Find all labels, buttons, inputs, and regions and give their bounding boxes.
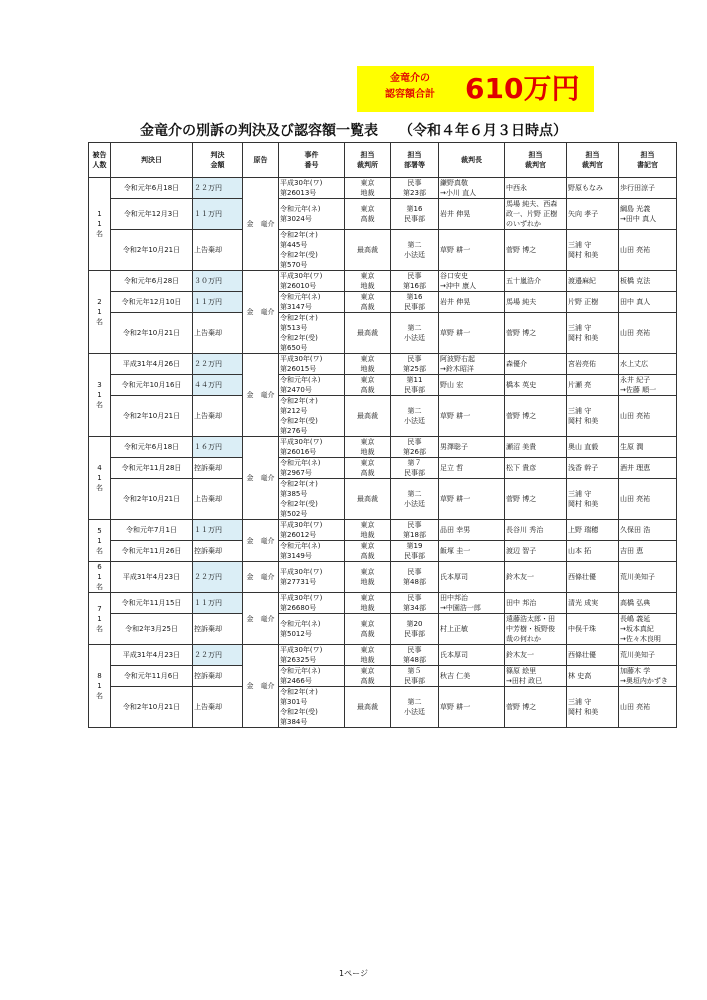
presiding-judge-cell: 田中邦治 →中園浩一郎 — [439, 593, 505, 614]
division-cell: 民事 第25部 — [391, 354, 439, 375]
judge-cell: 西條壮優 — [567, 645, 619, 666]
clerk-cell: 永井 紀子 →佐藤 順一 — [619, 375, 677, 396]
court-cell: 東京 高裁 — [345, 541, 391, 562]
column-header: 担当 書記官 — [619, 143, 677, 178]
judgment-date-cell: 令和2年10月21日 — [111, 313, 193, 354]
judgment-amount-cell: ２２万円 — [193, 645, 243, 666]
court-cell: 東京 高裁 — [345, 375, 391, 396]
judge-cell: 渡邉麻紀 — [567, 271, 619, 292]
case-number-cell: 平成30年(ワ) 第26016号 — [279, 437, 345, 458]
case-number-cell: 平成30年(ワ) 第26325号 — [279, 645, 345, 666]
table-row — [89, 541, 677, 562]
division-cell: 第二 小法廷 — [391, 687, 439, 728]
judge-cell: 馬場 純夫、西森 政一、片野 正樹 のいずれか — [505, 199, 567, 230]
case-number-cell: 令和元年(ネ) 第5012号 — [279, 614, 345, 645]
judgment-date-cell: 平成31年4月23日 — [111, 562, 193, 593]
clerk-cell: 山田 亮祐 — [619, 396, 677, 437]
presiding-judge-cell: 氏本厚司 — [439, 645, 505, 666]
defendant-count-cell: 2 1 名 — [89, 271, 111, 354]
judgment-date-cell: 令和元年11月28日 — [111, 458, 193, 479]
table-row — [89, 593, 677, 614]
case-number-cell: 令和元年(ネ) 第2466号 — [279, 666, 345, 687]
defendant-count-cell: 6 1 名 — [89, 562, 111, 593]
judgment-amount-cell: ３０万円 — [193, 271, 243, 292]
case-number-cell: 令和元年(ネ) 第3149号 — [279, 541, 345, 562]
division-cell: 第20 民事部 — [391, 614, 439, 645]
judgment-amount-cell: 控訴棄却 — [193, 614, 243, 645]
judgment-amount-cell: 控訴棄却 — [193, 666, 243, 687]
case-number-cell: 平成30年(ワ) 第26012号 — [279, 520, 345, 541]
clerk-cell: 水上丈広 — [619, 354, 677, 375]
page-title: 金竜介の別訴の判決及び認容額一覧表 （令和４年６月３日時点） — [140, 123, 567, 139]
division-cell: 民事 第26部 — [391, 437, 439, 458]
judge-cell: 菅野 博之 — [505, 230, 567, 271]
judgment-date-cell: 平成31年4月23日 — [111, 645, 193, 666]
clerk-cell: 板橋 克法 — [619, 271, 677, 292]
court-cell: 東京 地裁 — [345, 520, 391, 541]
table-row — [89, 230, 677, 271]
column-header: 担当 裁判官 — [505, 143, 567, 178]
plaintiff-cell: 金 竜介 — [243, 354, 279, 437]
judge-cell: 野原もなみ — [567, 178, 619, 199]
clerk-cell: 荒川美知子 — [619, 645, 677, 666]
judgment-date-cell: 令和元年12月10日 — [111, 292, 193, 313]
judgment-date-cell: 令和2年10月21日 — [111, 479, 193, 520]
presiding-judge-cell: 鎌野真敬 →小川 直人 — [439, 178, 505, 199]
court-cell: 東京 地裁 — [345, 562, 391, 593]
summary-amount: 610万円 — [465, 72, 580, 105]
page-number: 1ページ — [339, 969, 368, 978]
judgment-date-cell: 令和元年6月18日 — [111, 178, 193, 199]
case-number-cell: 令和元年(ネ) 第2967号 — [279, 458, 345, 479]
clerk-cell: 荒川美知子 — [619, 562, 677, 593]
table-row — [89, 313, 677, 354]
presiding-judge-cell: 草野 耕一 — [439, 230, 505, 271]
summary-label: 金竜介の 認容額合計 — [385, 73, 435, 100]
judge-cell: 三浦 守 岡村 和美 — [567, 313, 619, 354]
table-row — [89, 375, 677, 396]
judge-cell: 渡辺 智子 — [505, 541, 567, 562]
court-cell: 最高裁 — [345, 230, 391, 271]
column-header: 裁判長 — [439, 143, 505, 178]
judge-cell: 西條壮優 — [567, 562, 619, 593]
judge-cell: 鈴木友一 — [505, 562, 567, 593]
judgment-date-cell: 平成31年4月26日 — [111, 354, 193, 375]
judgment-date-cell: 令和元年12月3日 — [111, 199, 193, 230]
case-number-cell: 令和元年(ネ) 第3024号 — [279, 199, 345, 230]
court-cell: 東京 地裁 — [345, 437, 391, 458]
clerk-cell: 長嶋 義延 →坂本真紀 →佐々木良明 — [619, 614, 677, 645]
presiding-judge-cell: 阿波野右起 →鈴木昭洋 — [439, 354, 505, 375]
judgment-date-cell: 令和2年10月21日 — [111, 687, 193, 728]
court-cell: 最高裁 — [345, 396, 391, 437]
presiding-judge-cell: 品田 幸男 — [439, 520, 505, 541]
division-cell: 第16 民事部 — [391, 199, 439, 230]
judge-cell: 浅香 幹子 — [567, 458, 619, 479]
case-number-cell: 令和2年(オ) 第301号 令和2年(受) 第384号 — [279, 687, 345, 728]
judge-cell: 篠原 絵里 →田村 政巳 — [505, 666, 567, 687]
judgment-amount-cell: １１万円 — [193, 199, 243, 230]
column-header: 担当 裁判官 — [567, 143, 619, 178]
judge-cell: 菅野 博之 — [505, 313, 567, 354]
presiding-judge-cell: 足立 哲 — [439, 458, 505, 479]
table-row — [89, 687, 677, 728]
column-header: 担当 部署等 — [391, 143, 439, 178]
judge-cell: 宮岩亮佑 — [567, 354, 619, 375]
judge-cell: 五十嵐浩介 — [505, 271, 567, 292]
presiding-judge-cell: 秋吉 仁美 — [439, 666, 505, 687]
table-row — [89, 178, 677, 199]
judge-cell: 林 史高 — [567, 666, 619, 687]
judge-cell: 瀬沼 美貴 — [505, 437, 567, 458]
division-cell: 第19 民事部 — [391, 541, 439, 562]
clerk-cell: 山田 亮祐 — [619, 479, 677, 520]
presiding-judge-cell: 草野 耕一 — [439, 313, 505, 354]
division-cell: 民事 第48部 — [391, 645, 439, 666]
judgment-amount-cell: １１万円 — [193, 593, 243, 614]
clerk-cell: 吉田 恵 — [619, 541, 677, 562]
judge-cell: 遠藤浩太郎・田 中芳樹・板野俊 哉の何れか — [505, 614, 567, 645]
judge-cell: 片野 正樹 — [567, 292, 619, 313]
judge-cell: 馬場 純夫 — [505, 292, 567, 313]
column-header: 原告 — [243, 143, 279, 178]
table-row — [89, 199, 677, 230]
table-row — [89, 292, 677, 313]
clerk-cell: 加藤木 学 →奥垣内かずき — [619, 666, 677, 687]
judge-cell: 菅野 博之 — [505, 687, 567, 728]
presiding-judge-cell: 飯塚 圭一 — [439, 541, 505, 562]
presiding-judge-cell: 野山 宏 — [439, 375, 505, 396]
case-number-cell: 令和2年(オ) 第212号 令和2年(受) 第276号 — [279, 396, 345, 437]
clerk-cell: 田中 真人 — [619, 292, 677, 313]
judge-cell: 矢向 孝子 — [567, 199, 619, 230]
court-cell: 東京 高裁 — [345, 199, 391, 230]
judge-cell: 片瀬 亮 — [567, 375, 619, 396]
division-cell: 第二 小法廷 — [391, 230, 439, 271]
judge-cell: 長谷川 秀治 — [505, 520, 567, 541]
case-number-cell: 令和元年(ネ) 第3147号 — [279, 292, 345, 313]
division-cell: 第11 民事部 — [391, 375, 439, 396]
clerk-cell: 高橋 弘典 — [619, 593, 677, 614]
clerk-cell: 酒井 理恵 — [619, 458, 677, 479]
division-cell: 民事 第34部 — [391, 593, 439, 614]
judgment-date-cell: 令和元年6月28日 — [111, 271, 193, 292]
defendant-count-cell: 4 1 名 — [89, 437, 111, 520]
judgment-amount-cell: ２２万円 — [193, 178, 243, 199]
judge-cell: 三浦 守 岡村 和美 — [567, 479, 619, 520]
court-cell: 東京 地裁 — [345, 645, 391, 666]
presiding-judge-cell: 岩井 伸晃 — [439, 199, 505, 230]
case-number-cell: 平成30年(ワ) 第27731号 — [279, 562, 345, 593]
court-cell: 東京 高裁 — [345, 458, 391, 479]
clerk-cell: 生原 潤 — [619, 437, 677, 458]
table-row — [89, 666, 677, 687]
judge-cell: 鈴木友一 — [505, 645, 567, 666]
division-cell: 第二 小法廷 — [391, 479, 439, 520]
judgment-amount-cell: 上告棄却 — [193, 230, 243, 271]
judgment-amount-cell: １１万円 — [193, 520, 243, 541]
defendant-count-cell: 3 1 名 — [89, 354, 111, 437]
column-header: 被告 人数 — [89, 143, 111, 178]
court-cell: 東京 地裁 — [345, 593, 391, 614]
judgment-date-cell: 令和2年10月21日 — [111, 230, 193, 271]
judgment-amount-cell: ４４万円 — [193, 375, 243, 396]
judgment-date-cell: 令和元年6月18日 — [111, 437, 193, 458]
judgment-amount-cell: １１万円 — [193, 292, 243, 313]
presiding-judge-cell: 草野 耕一 — [439, 396, 505, 437]
division-cell: 第５ 民事部 — [391, 666, 439, 687]
defendant-count-cell: 5 1 名 — [89, 520, 111, 562]
plaintiff-cell: 金 竜介 — [243, 593, 279, 645]
judge-cell: 森優介 — [505, 354, 567, 375]
court-cell: 東京 高裁 — [345, 614, 391, 645]
plaintiff-cell: 金 竜介 — [243, 271, 279, 354]
judgment-amount-cell: １６万円 — [193, 437, 243, 458]
clerk-cell: 山田 亮祐 — [619, 313, 677, 354]
column-header: 事件 番号 — [279, 143, 345, 178]
table-row — [89, 354, 677, 375]
table-row — [89, 645, 677, 666]
judgment-date-cell: 令和元年7月1日 — [111, 520, 193, 541]
court-cell: 東京 地裁 — [345, 271, 391, 292]
case-number-cell: 平成30年(ワ) 第26013号 — [279, 178, 345, 199]
judge-cell: 橋本 英史 — [505, 375, 567, 396]
clerk-cell: 山田 亮祐 — [619, 230, 677, 271]
clerk-cell: 久保田 浩 — [619, 520, 677, 541]
division-cell: 第二 小法廷 — [391, 313, 439, 354]
judge-cell: 三浦 守 岡村 和美 — [567, 396, 619, 437]
court-cell: 東京 地裁 — [345, 354, 391, 375]
division-cell: 第７ 民事部 — [391, 458, 439, 479]
case-number-cell: 令和2年(オ) 第445号 令和2年(受) 第570号 — [279, 230, 345, 271]
case-number-cell: 平成30年(ワ) 第26010号 — [279, 271, 345, 292]
judgment-table — [88, 142, 677, 728]
judgment-amount-cell: 上告棄却 — [193, 396, 243, 437]
court-cell: 東京 地裁 — [345, 178, 391, 199]
division-cell: 民事 第48部 — [391, 562, 439, 593]
table-row — [89, 437, 677, 458]
case-number-cell: 平成30年(ワ) 第26015号 — [279, 354, 345, 375]
plaintiff-cell: 金 竜介 — [243, 645, 279, 728]
division-cell: 第二 小法廷 — [391, 396, 439, 437]
judgment-amount-cell: 上告棄却 — [193, 313, 243, 354]
judgment-amount-cell: 上告棄却 — [193, 687, 243, 728]
plaintiff-cell: 金 竜介 — [243, 178, 279, 271]
table-row — [89, 520, 677, 541]
case-number-cell: 平成30年(ワ) 第26680号 — [279, 593, 345, 614]
table-row — [89, 396, 677, 437]
column-header: 判決 金額 — [193, 143, 243, 178]
table-row — [89, 614, 677, 645]
division-cell: 民事 第16部 — [391, 271, 439, 292]
judgment-date-cell: 令和元年11月15日 — [111, 593, 193, 614]
clerk-cell: 綱島 光義 →田中 真人 — [619, 199, 677, 230]
presiding-judge-cell: 草野 耕一 — [439, 479, 505, 520]
judge-cell: 三浦 守 岡村 和美 — [567, 230, 619, 271]
judge-cell: 松下 貴彦 — [505, 458, 567, 479]
judgment-date-cell: 令和2年3月25日 — [111, 614, 193, 645]
judge-cell: 中俣千珠 — [567, 614, 619, 645]
table-row — [89, 562, 677, 593]
table-row — [89, 479, 677, 520]
judge-cell: 清光 成実 — [567, 593, 619, 614]
judge-cell: 菅野 博之 — [505, 479, 567, 520]
defendant-count-cell: 7 1 名 — [89, 593, 111, 645]
judge-cell: 田中 邦治 — [505, 593, 567, 614]
table-row — [89, 271, 677, 292]
defendant-count-cell: 8 1 名 — [89, 645, 111, 728]
judgment-amount-cell: 上告棄却 — [193, 479, 243, 520]
presiding-judge-cell: 谷口安史 →沖中 康人 — [439, 271, 505, 292]
presiding-judge-cell: 村上正敏 — [439, 614, 505, 645]
plaintiff-cell: 金 竜介 — [243, 520, 279, 562]
court-cell: 東京 高裁 — [345, 666, 391, 687]
court-cell: 最高裁 — [345, 313, 391, 354]
header-row — [89, 143, 677, 178]
summary-box — [357, 66, 594, 112]
division-cell: 民事 第23部 — [391, 178, 439, 199]
presiding-judge-cell: 氏本厚司 — [439, 562, 505, 593]
table-row — [89, 458, 677, 479]
judgment-date-cell: 令和元年11月26日 — [111, 541, 193, 562]
case-number-cell: 令和2年(オ) 第513号 令和2年(受) 第650号 — [279, 313, 345, 354]
judgment-amount-cell: ２２万円 — [193, 354, 243, 375]
judgment-amount-cell: 控訴棄却 — [193, 541, 243, 562]
judgment-date-cell: 令和元年10月16日 — [111, 375, 193, 396]
court-cell: 最高裁 — [345, 687, 391, 728]
plaintiff-cell: 金 竜介 — [243, 562, 279, 593]
division-cell: 民事 第18部 — [391, 520, 439, 541]
presiding-judge-cell: 男澤聡子 — [439, 437, 505, 458]
judgment-amount-cell: 控訴棄却 — [193, 458, 243, 479]
presiding-judge-cell: 草野 耕一 — [439, 687, 505, 728]
judge-cell: 上野 瑞穂 — [567, 520, 619, 541]
case-number-cell: 令和2年(オ) 第385号 令和2年(受) 第502号 — [279, 479, 345, 520]
column-header: 判決日 — [111, 143, 193, 178]
presiding-judge-cell: 岩井 伸晃 — [439, 292, 505, 313]
case-number-cell: 令和元年(ネ) 第2470号 — [279, 375, 345, 396]
column-header: 担当 裁判所 — [345, 143, 391, 178]
division-cell: 第16 民事部 — [391, 292, 439, 313]
judge-cell: 奥山 直毅 — [567, 437, 619, 458]
plaintiff-cell: 金 竜介 — [243, 437, 279, 520]
court-cell: 東京 高裁 — [345, 292, 391, 313]
judgment-amount-cell: ２２万円 — [193, 562, 243, 593]
judge-cell: 菅野 博之 — [505, 396, 567, 437]
judge-cell: 中西永 — [505, 178, 567, 199]
clerk-cell: 歩行田涼子 — [619, 178, 677, 199]
clerk-cell: 山田 亮祐 — [619, 687, 677, 728]
judgment-date-cell: 令和元年11月6日 — [111, 666, 193, 687]
judge-cell: 山本 拓 — [567, 541, 619, 562]
judge-cell: 三浦 守 岡村 和美 — [567, 687, 619, 728]
court-cell: 最高裁 — [345, 479, 391, 520]
judgment-date-cell: 令和2年10月21日 — [111, 396, 193, 437]
judgment-table-wrap — [88, 142, 677, 728]
defendant-count-cell: 1 1 名 — [89, 178, 111, 271]
